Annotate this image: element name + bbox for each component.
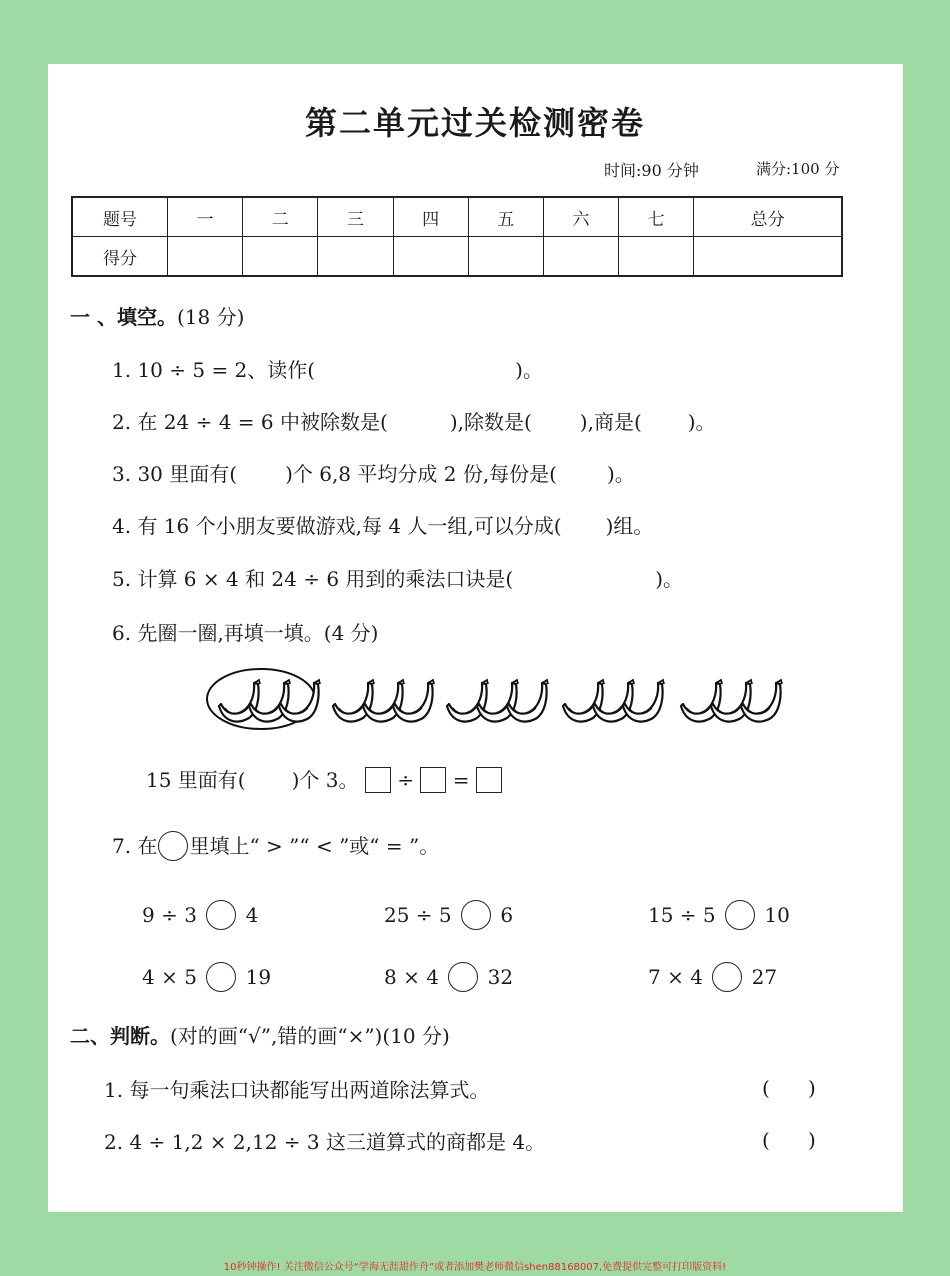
section-2-points: (对的画“√”,错的画“×”)(10 分) <box>170 1024 450 1048</box>
compare-circle[interactable] <box>448 962 478 992</box>
compare-item <box>142 962 271 992</box>
judge-question-2: 2. 4 ÷ 1,2 × 2,12 ÷ 3 这三道算式的商都是 4。 <box>104 1130 546 1154</box>
q5-end: )。 <box>655 567 684 591</box>
footer-notice: 10秒钟操作! 关注微信公众号“学海无涯甜作舟”或者添加樊老师微信shen88168007,免费提供完整可打印版资料! <box>223 1262 727 1273</box>
compare-item <box>384 962 513 992</box>
question-4 <box>112 510 653 539</box>
compare-left: 4 × 5 <box>142 965 197 989</box>
question-5 <box>112 563 683 592</box>
q1-end: )。 <box>515 358 543 382</box>
question-3 <box>112 458 635 487</box>
compare-circle[interactable] <box>725 900 755 930</box>
judge-question-1: 1. 每一句乘法口诀都能写出两道除法算式。 <box>104 1078 490 1102</box>
question-6: 6. 先圈一圈,再填一填。(4 分) <box>112 621 379 645</box>
q3-end: )。 <box>607 462 635 486</box>
q6-fill-text: 15 里面有( <box>146 768 246 792</box>
section-1-points: (18 分) <box>176 305 245 329</box>
score-cell[interactable] <box>168 237 243 277</box>
score-cell[interactable] <box>543 237 618 277</box>
compare-left: 9 ÷ 3 <box>142 903 197 927</box>
q3-text: 3. 30 里面有( <box>112 462 238 486</box>
q7-text-b: 里填上“ > ”“ < ”或“ = ”。 <box>189 834 440 858</box>
time-limit: 时间:90 分钟 <box>604 161 699 180</box>
score-cell[interactable] <box>694 237 842 277</box>
q2-text-c: ),商是( <box>579 410 642 434</box>
compare-item <box>384 900 513 930</box>
q6-fill-end: )个 3。 <box>291 768 359 792</box>
header-cell: 题号 <box>72 197 168 237</box>
compare-circle[interactable] <box>461 900 491 930</box>
score-cell[interactable] <box>243 237 318 277</box>
compare-item <box>648 900 790 930</box>
header-cell: 六 <box>543 197 618 237</box>
compare-right: 27 <box>751 965 778 989</box>
q2-text: 2. 在 24 ÷ 4 = 6 中被除数是( <box>112 410 388 434</box>
full-score: 满分:100 分 <box>756 160 840 178</box>
compare-left: 7 × 4 <box>648 965 703 989</box>
header-cell: 总分 <box>694 197 842 237</box>
section-1-heading <box>70 301 244 330</box>
answer-box[interactable] <box>420 767 446 793</box>
section-2-heading <box>70 1020 450 1049</box>
equals-sign: = <box>452 768 470 792</box>
question-1 <box>112 354 543 383</box>
score-cell[interactable] <box>468 237 543 277</box>
page-title: 第二单元过关检测密卷 <box>304 104 645 142</box>
score-table-header-row <box>72 197 842 237</box>
header-cell: 一 <box>168 197 243 237</box>
q3-text-b: )个 6,8 平均分成 2 份,每份是( <box>285 462 557 486</box>
compare-right: 10 <box>764 903 790 927</box>
compare-circle[interactable] <box>206 962 236 992</box>
question-6-fill <box>146 764 502 793</box>
q1-text: 1. 10 ÷ 5 = 2、读作( <box>112 358 316 382</box>
q4-text: 4. 有 16 个小朋友要做游戏,每 4 人一组,可以分成( <box>112 514 562 538</box>
compare-circle[interactable] <box>206 900 236 930</box>
banana-illustration <box>205 666 785 732</box>
q5-text: 5. 计算 6 × 4 和 24 ÷ 6 用到的乘法口诀是( <box>112 567 514 591</box>
compare-right: 19 <box>245 965 272 989</box>
compare-left: 8 × 4 <box>384 965 439 989</box>
header-cell: 二 <box>243 197 318 237</box>
compare-circle[interactable] <box>712 962 742 992</box>
compare-right: 4 <box>245 903 259 927</box>
question-2 <box>112 406 716 435</box>
score-cell[interactable] <box>393 237 468 277</box>
compare-left: 15 ÷ 5 <box>648 903 716 927</box>
compare-left: 25 ÷ 5 <box>384 903 452 927</box>
q2-end: )。 <box>687 410 716 434</box>
question-7 <box>112 830 439 861</box>
compare-item <box>142 900 258 930</box>
answer-box[interactable] <box>476 767 502 793</box>
score-cell[interactable] <box>619 237 694 277</box>
compare-right: 6 <box>500 903 514 927</box>
compare-right: 32 <box>487 965 514 989</box>
divide-sign: ÷ <box>397 768 414 792</box>
header-cell: 三 <box>318 197 393 237</box>
header-cell: 五 <box>468 197 543 237</box>
q2-text-b: ),除数是( <box>449 410 532 434</box>
score-table-score-row <box>72 237 842 277</box>
score-table <box>71 196 843 277</box>
circle-icon <box>158 831 188 861</box>
score-cell[interactable] <box>318 237 393 277</box>
q4-end: )组。 <box>605 514 654 538</box>
section-2-title: 二、判断。 <box>70 1024 170 1048</box>
row-label: 得分 <box>72 237 168 277</box>
judge-answer-1[interactable]: ( ) <box>762 1076 816 1100</box>
judge-answer-2[interactable]: ( ) <box>762 1128 816 1152</box>
header-cell: 七 <box>619 197 694 237</box>
header-cell: 四 <box>393 197 468 237</box>
section-1-title: 一 、填空。 <box>70 305 177 329</box>
answer-box[interactable] <box>365 767 391 793</box>
q7-text: 7. 在 <box>112 834 158 858</box>
compare-item <box>648 962 777 992</box>
